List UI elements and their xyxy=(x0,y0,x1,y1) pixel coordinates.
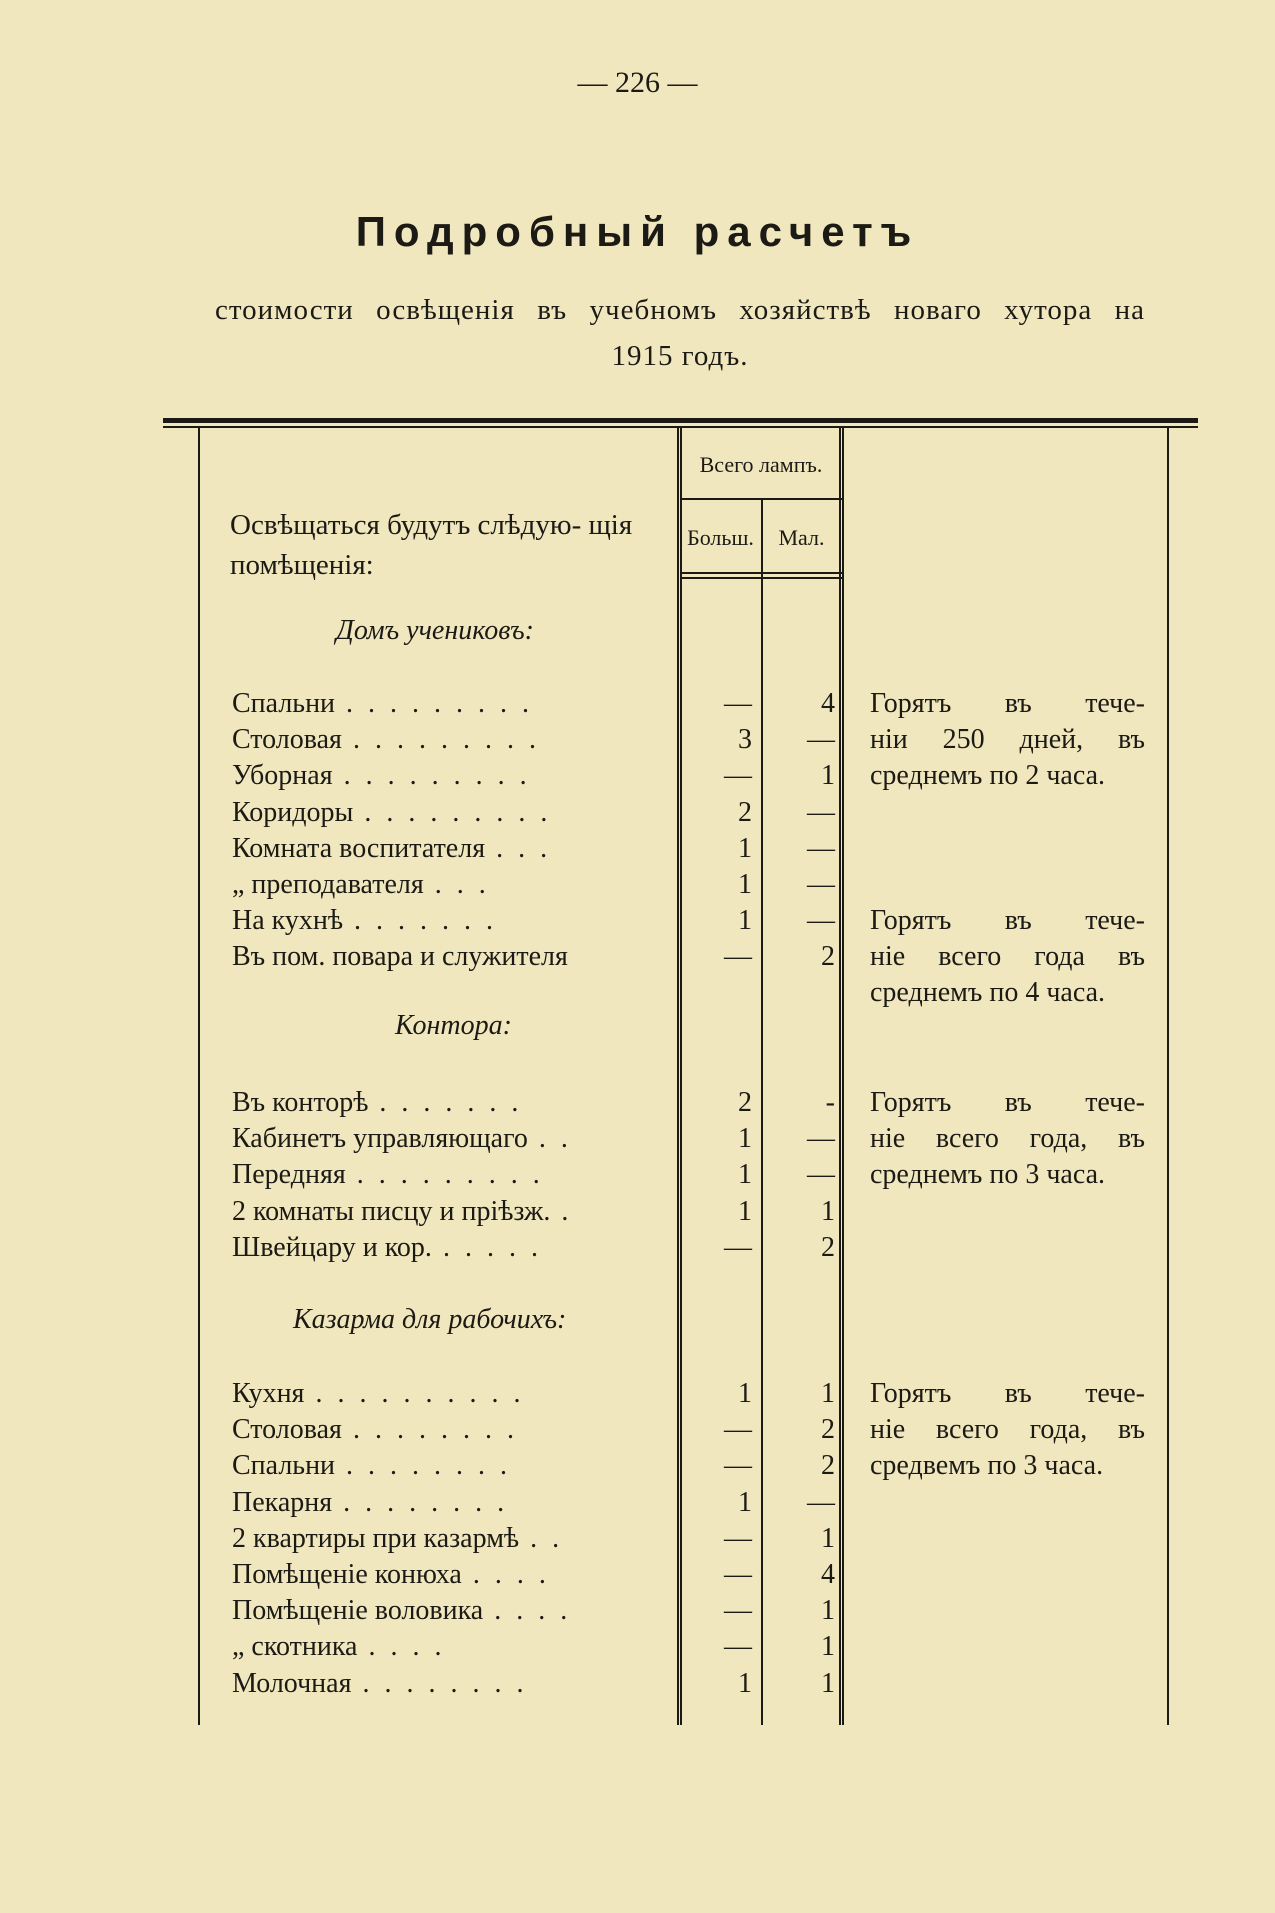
big-lamps-cell: 1 xyxy=(738,1667,752,1699)
small-lamps-cell: — xyxy=(807,1159,835,1191)
table-row-label xyxy=(232,1521,662,1557)
page-title: Подробный расчетъ xyxy=(355,208,920,255)
big-lamps-cell: — xyxy=(724,1595,752,1627)
leader-dots: . . . . xyxy=(461,1559,550,1590)
small-lamps-cell: — xyxy=(807,724,835,756)
note-line: среднемъ по 2 часа. xyxy=(870,760,1106,792)
room-name: Кухня xyxy=(232,1378,305,1409)
room-name: Уборная xyxy=(232,760,333,792)
table-row-label xyxy=(232,1557,662,1593)
table-row-label xyxy=(232,867,662,903)
small-lamps-cell: 2 xyxy=(821,1414,835,1446)
small-lamps-cell: 2 xyxy=(821,941,835,973)
small-lamps-cell: — xyxy=(807,832,835,864)
note-line: средвемъ по 3 часа. xyxy=(870,1450,1104,1482)
room-name: На кухнѣ xyxy=(232,905,344,937)
room-name: Спальни xyxy=(232,688,336,719)
table-row-label xyxy=(232,1412,662,1448)
big-lamps-cell: — xyxy=(724,688,752,719)
leader-dots: . . . . . . . . . xyxy=(341,724,540,756)
room-name: Кабинетъ управляющаго xyxy=(232,1123,528,1155)
subtitle-line-1: стоимости освѣщенія въ учебномъ хозяйствѣ новаго хутора на xyxy=(215,294,1145,326)
small-lamps-cell: 1 xyxy=(821,1595,835,1627)
table-row-label xyxy=(232,795,662,831)
big-lamps-cell: — xyxy=(724,941,752,973)
note-line: Горятъ въ тече- xyxy=(870,905,1145,936)
table-row-label xyxy=(232,903,662,939)
room-name: Спальни xyxy=(232,1450,336,1482)
table-row-label xyxy=(232,1376,662,1412)
big-lamps-cell: 1 xyxy=(738,1159,752,1191)
leader-dots: . . . . xyxy=(483,1595,572,1627)
room-name: Въ пом. повара и служителя xyxy=(232,941,568,973)
big-lamps-cell: — xyxy=(724,1631,752,1663)
small-lamps-cell: — xyxy=(807,1486,835,1518)
table-row-label xyxy=(232,1629,662,1665)
note-line: среднемъ по 4 часа. xyxy=(870,977,1106,1009)
table-row-label xyxy=(232,1157,662,1193)
table-left-border xyxy=(198,428,200,1725)
room-name: Помѣщеніе воловика xyxy=(232,1595,484,1627)
leader-dots: . . . xyxy=(485,832,552,864)
section-title: Казарма для рабочихъ: xyxy=(293,1304,567,1335)
leader-dots: . . . . . . . . . . xyxy=(304,1378,525,1409)
table-row-label xyxy=(232,831,662,867)
big-lamps-cell: — xyxy=(724,1559,752,1590)
header-big: Больш. xyxy=(687,525,754,550)
table-row-label xyxy=(232,1485,662,1521)
table-row-label xyxy=(232,1593,662,1629)
small-lamps-cell: — xyxy=(807,905,835,937)
header-rooms: Освѣщаться будутъ слѣдую- щія помѣщенія: xyxy=(230,509,633,581)
room-name: Помѣщеніе конюха xyxy=(232,1559,462,1590)
table-row-label xyxy=(232,1085,662,1121)
small-lamps-cell: 2 xyxy=(821,1450,835,1482)
table-row-label xyxy=(232,1230,662,1266)
leader-dots: . . xyxy=(527,1123,572,1155)
note-line: Горятъ въ тече- xyxy=(870,688,1145,719)
room-name: Молочная xyxy=(232,1667,352,1699)
table-row-label xyxy=(232,939,662,975)
note-line: ніи 250 дней, въ xyxy=(870,724,1145,756)
table-row-label xyxy=(232,722,662,758)
room-name: 2 комнаты писцу и пріѣзж. xyxy=(232,1195,551,1227)
big-lamps-cell: 1 xyxy=(738,832,752,864)
leader-dots: . . . . . . . . . xyxy=(335,688,534,719)
table-col-divider-notes xyxy=(839,428,841,1725)
leader-dots: . . xyxy=(519,1522,564,1554)
small-lamps-cell: 4 xyxy=(821,688,835,719)
header-bottom-rule xyxy=(680,572,842,574)
small-lamps-cell: 1 xyxy=(821,760,835,792)
note-line: ніе всего года, въ xyxy=(870,1123,1145,1155)
table-row-label xyxy=(232,686,662,722)
small-lamps-cell: - xyxy=(825,1087,835,1118)
leader-dots: . . . . . . . . . xyxy=(332,760,531,792)
small-lamps-cell: — xyxy=(807,869,835,900)
big-lamps-cell: 2 xyxy=(738,796,752,828)
table-row-label xyxy=(232,758,662,794)
leader-dots: . xyxy=(550,1195,573,1227)
small-lamps-cell: — xyxy=(807,1123,835,1155)
small-lamps-cell: 1 xyxy=(821,1631,835,1663)
note-line: среднемъ по 3 часа. xyxy=(870,1159,1106,1191)
leader-dots: . . . . . . . . . xyxy=(345,1159,544,1191)
big-lamps-cell: — xyxy=(724,760,752,792)
note-line: Горятъ въ тече- xyxy=(870,1378,1145,1409)
page-number: — 226 — xyxy=(577,66,698,99)
table-row-label xyxy=(232,1448,662,1484)
table-right-border xyxy=(1167,428,1169,1725)
section-title: Контора: xyxy=(395,1010,512,1041)
big-lamps-cell: 1 xyxy=(738,1378,752,1409)
small-lamps-cell: 1 xyxy=(821,1195,835,1227)
big-lamps-cell: 1 xyxy=(738,869,752,900)
big-lamps-cell: — xyxy=(724,1231,752,1263)
room-name: 2 квартиры при казармѣ xyxy=(232,1522,520,1554)
header-divider xyxy=(680,498,842,500)
subtitle-line-2: 1915 годъ. xyxy=(611,340,749,372)
leader-dots: . . . . . . . . . xyxy=(353,796,552,828)
small-lamps-cell: 1 xyxy=(821,1522,835,1554)
room-name: Передняя xyxy=(232,1159,346,1191)
small-lamps-cell: 2 xyxy=(821,1231,835,1263)
note-line: Горятъ въ тече- xyxy=(870,1087,1145,1118)
big-lamps-cell: 1 xyxy=(738,1195,752,1227)
leader-dots: . . . xyxy=(423,869,490,900)
small-lamps-cell: — xyxy=(807,796,835,828)
table-row-label xyxy=(232,1194,662,1230)
big-lamps-cell: — xyxy=(724,1522,752,1554)
small-lamps-cell: 1 xyxy=(821,1378,835,1409)
room-name: Коридоры xyxy=(232,796,354,828)
header-bottom-rule-double xyxy=(680,577,842,579)
note-line: ніе всего года, въ xyxy=(870,1414,1145,1446)
room-name: Пекарня xyxy=(232,1486,333,1518)
table-row-label xyxy=(232,1666,662,1702)
big-lamps-cell: 1 xyxy=(738,1486,752,1518)
room-name: Въ конторѣ xyxy=(232,1087,369,1118)
room-name: Комната воспитателя xyxy=(232,832,486,864)
note-line: ніе всего года въ xyxy=(870,941,1145,973)
room-name: Швейцару и кор. xyxy=(232,1231,432,1263)
small-lamps-cell: 4 xyxy=(821,1559,835,1590)
leader-dots: . . . . . . . xyxy=(343,905,498,937)
table-top-rule xyxy=(163,418,1198,423)
section-title: Домъ учениковъ: xyxy=(336,615,534,646)
header-small: Мал. xyxy=(778,525,825,550)
big-lamps-cell: — xyxy=(724,1450,752,1482)
table-row-label xyxy=(232,1121,662,1157)
room-name: Столовая xyxy=(232,1414,342,1446)
big-lamps-cell: 2 xyxy=(738,1087,752,1118)
table-col-divider-notes-double xyxy=(842,428,844,1725)
big-lamps-cell: — xyxy=(724,1414,752,1446)
big-lamps-cell: 1 xyxy=(738,905,752,937)
leader-dots: . . . . . . . xyxy=(368,1087,523,1118)
leader-dots: . . . . xyxy=(357,1631,446,1663)
big-lamps-cell: 1 xyxy=(738,1123,752,1155)
leader-dots: . . . . . xyxy=(431,1231,542,1263)
small-lamps-cell: 1 xyxy=(821,1667,835,1699)
leader-dots: . . . . . . . . xyxy=(335,1450,512,1482)
room-name: Столовая xyxy=(232,724,342,756)
room-name: „ скотника xyxy=(232,1631,358,1663)
big-lamps-cell: 3 xyxy=(738,724,752,756)
header-total-lamps: Всего лампъ. xyxy=(699,452,823,477)
leader-dots: . . . . . . . . xyxy=(341,1414,518,1446)
leader-dots: . . . . . . . . xyxy=(332,1486,509,1518)
leader-dots: . . . . . . . . xyxy=(351,1667,528,1699)
room-name: „ преподавателя xyxy=(232,869,424,900)
